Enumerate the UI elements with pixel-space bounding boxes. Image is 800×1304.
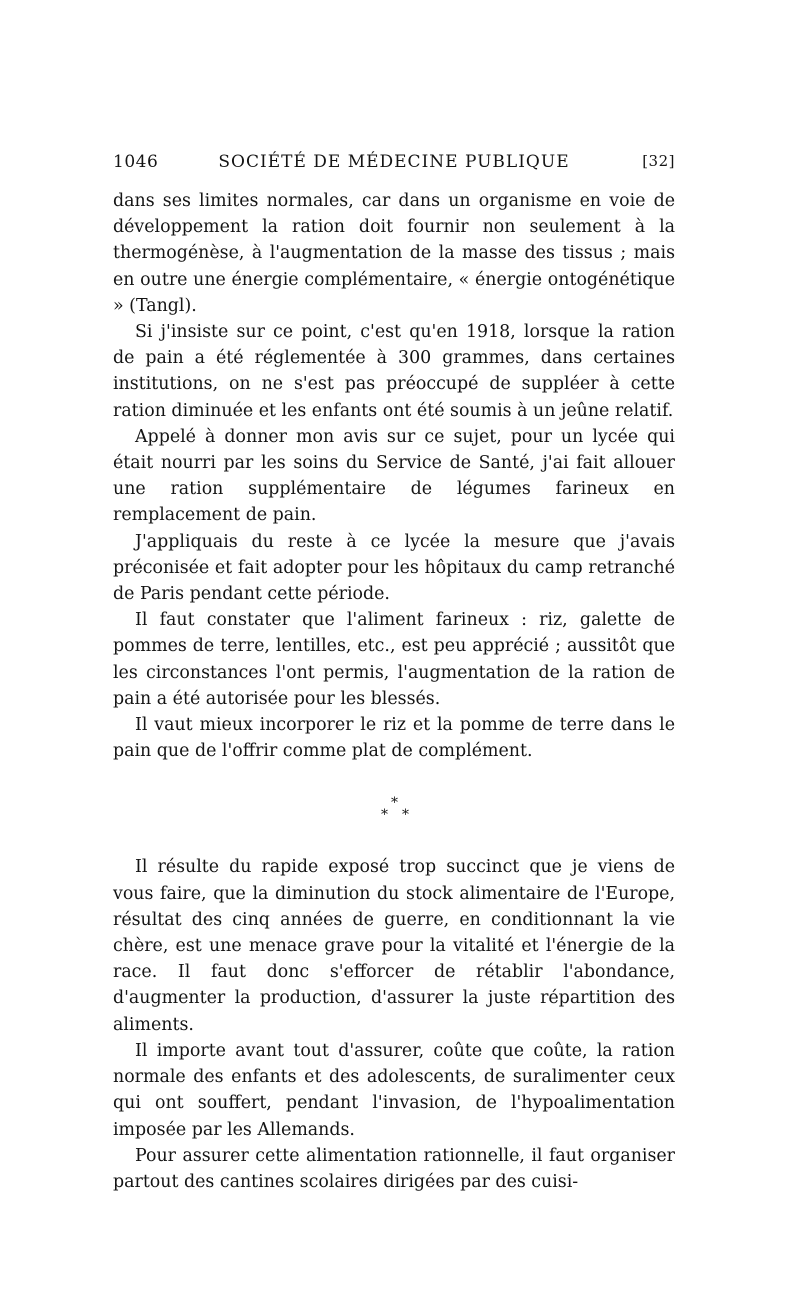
section-separator	[113, 764, 675, 854]
paragraph: J'appliquais du reste à ce lycée la mesure que j'avais préconisée et fait adopter pour les hôpitaux du camp retranché de Paris pendant cette période.	[113, 531, 675, 605]
paragraph: Si j'insiste sur ce point, c'est qu'en 1918, lorsque la ration de pain a été réglementée à 300 grammes, dans certaines institutions, on ne s'est pas préoccupé de suppléer à cette ration diminuée et les enfants ont été soumis à un jeûne relatif.	[113, 322, 675, 421]
page-number: 1046	[113, 152, 159, 172]
running-header	[113, 152, 675, 176]
paragraph: Il résulte du rapide exposé trop succinct que je viens de vous faire, que la diminution du stock alimentaire de l'Europe, résultat des cinq années de guerre, en conditionnant la vie chère, est une menace grave pour la vitalité et l'énergie de la race. Il faut donc s'efforcer de rétablir l'abondance, d'augmenter la production, d'assurer la juste répartition des aliments.	[113, 857, 675, 1035]
paragraph: Il faut constater que l'aliment farineux : riz, galette de pommes de terre, lentilles, etc., est peu apprécié ; aussitôt que les circonstances l'ont permis, l'augmentation de la ration de pain a été autorisée pour les blessés.	[113, 610, 675, 709]
running-title: SOCIÉTÉ DE MÉDECINE PUBLIQUE	[218, 152, 570, 172]
paragraph: Pour assurer cette alimentation rationnelle, il faut organiser partout des cantines scolaires dirigées par des cuisi-	[113, 1145, 675, 1192]
separator-star: *	[381, 807, 388, 824]
paragraph: Il importe avant tout d'assurer, coûte que coûte, la ration normale des enfants et des adolescents, de suralimenter ceux qui ont souffert, pendant l'invasion, de l'hypoalimentation imposée par les Allemands.	[113, 1040, 675, 1140]
separator-star: *	[391, 795, 398, 812]
paragraph: dans ses limites normales, car dans un organisme en voie de développement la ration doit fournir non seulement à la thermogénèse, à l'augmentation de la masse des tissus ; mais en outre une énergie complémentaire, « énergie ontogénétique » (Tangl).	[113, 191, 675, 316]
separator-star: *	[402, 807, 409, 824]
body-text	[113, 188, 675, 1195]
page-reference: [32]	[642, 152, 675, 170]
paragraph: Appelé à donner mon avis sur ce sujet, pour un lycée qui était nourri par les soins du Service de Santé, j'ai fait allouer une ration supplémentaire de légumes farineux en remplacement de pain.	[113, 426, 675, 526]
paragraph: Il vaut mieux incorporer le riz et la pomme de terre dans le pain que de l'offrir comme plat de complément.	[113, 715, 675, 762]
